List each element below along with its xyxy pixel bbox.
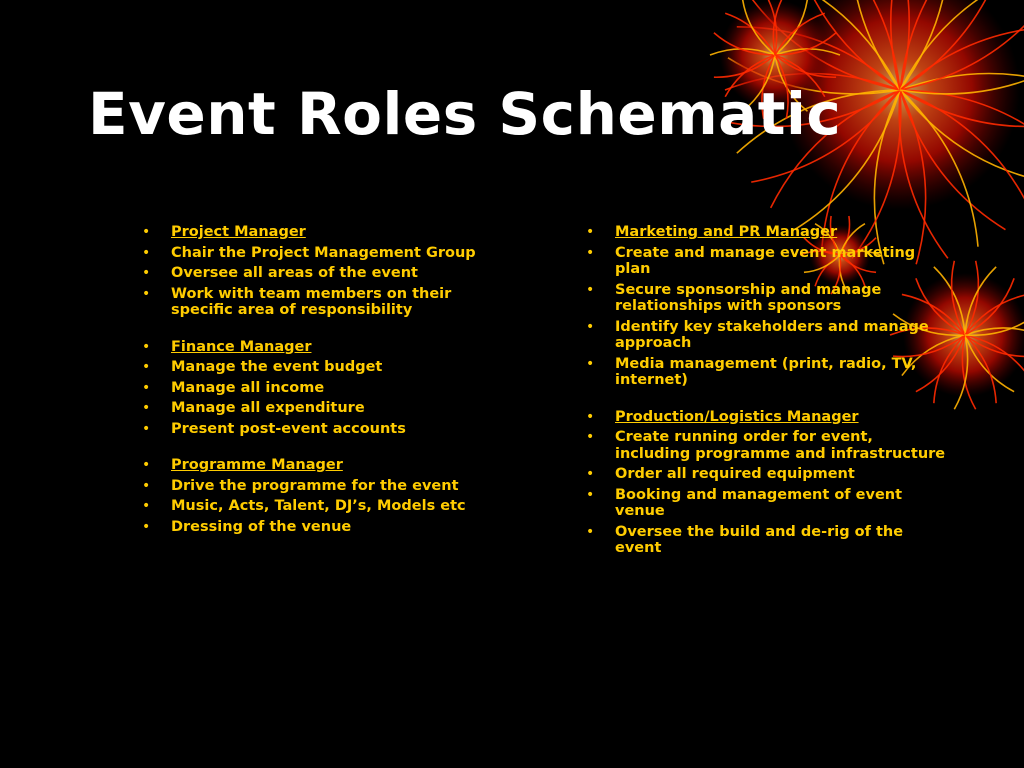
- right-bullet-item: • Create running order for event, including programme and infrastructure: [586, 429, 946, 462]
- right-bullet-item: • Secure sponsorship and manage relationships with sponsors: [586, 282, 946, 315]
- left-role-heading: • Project Manager: [142, 224, 502, 241]
- left-bullet-item: • Manage all expenditure: [142, 400, 502, 417]
- left-bullet-item: • Work with team members on their specific area of responsibility: [142, 286, 502, 319]
- right-role-heading: • Marketing and PR Manager: [586, 224, 946, 241]
- left-bullet-item: • Music, Acts, Talent, DJ’s, Models etc: [142, 498, 502, 515]
- left-role-heading: • Finance Manager: [142, 339, 502, 356]
- left-bullet-list: [142, 224, 502, 539]
- left-bullet-item: • Chair the Project Management Group: [142, 245, 502, 262]
- left-bullet-item: • Manage the event budget: [142, 359, 502, 376]
- left-bullet-item: • Dressing of the venue: [142, 519, 502, 536]
- right-bullet-list: [586, 224, 946, 561]
- left-bullet-item: • Drive the programme for the event: [142, 478, 502, 495]
- right-role-heading: • Production/Logistics Manager: [586, 409, 946, 426]
- right-bullet-item: • Oversee the build and de-rig of the event: [586, 524, 946, 557]
- right-bullet-item: • Media management (print, radio, TV, internet): [586, 356, 946, 389]
- right-bullet-item: • Create and manage event marketing plan: [586, 245, 946, 278]
- right-bullet-item: • Identify key stakeholders and manage approach: [586, 319, 946, 352]
- slide-title: Event Roles Schematic: [88, 80, 842, 148]
- left-role-heading: • Programme Manager: [142, 457, 502, 474]
- left-bullet-item: • Present post-event accounts: [142, 421, 502, 438]
- right-bullet-item: • Booking and management of event venue: [586, 487, 946, 520]
- right-bullet-item: • Order all required equipment: [586, 466, 946, 483]
- left-bullet-item: • Manage all income: [142, 380, 502, 397]
- left-bullet-item: • Oversee all areas of the event: [142, 265, 502, 282]
